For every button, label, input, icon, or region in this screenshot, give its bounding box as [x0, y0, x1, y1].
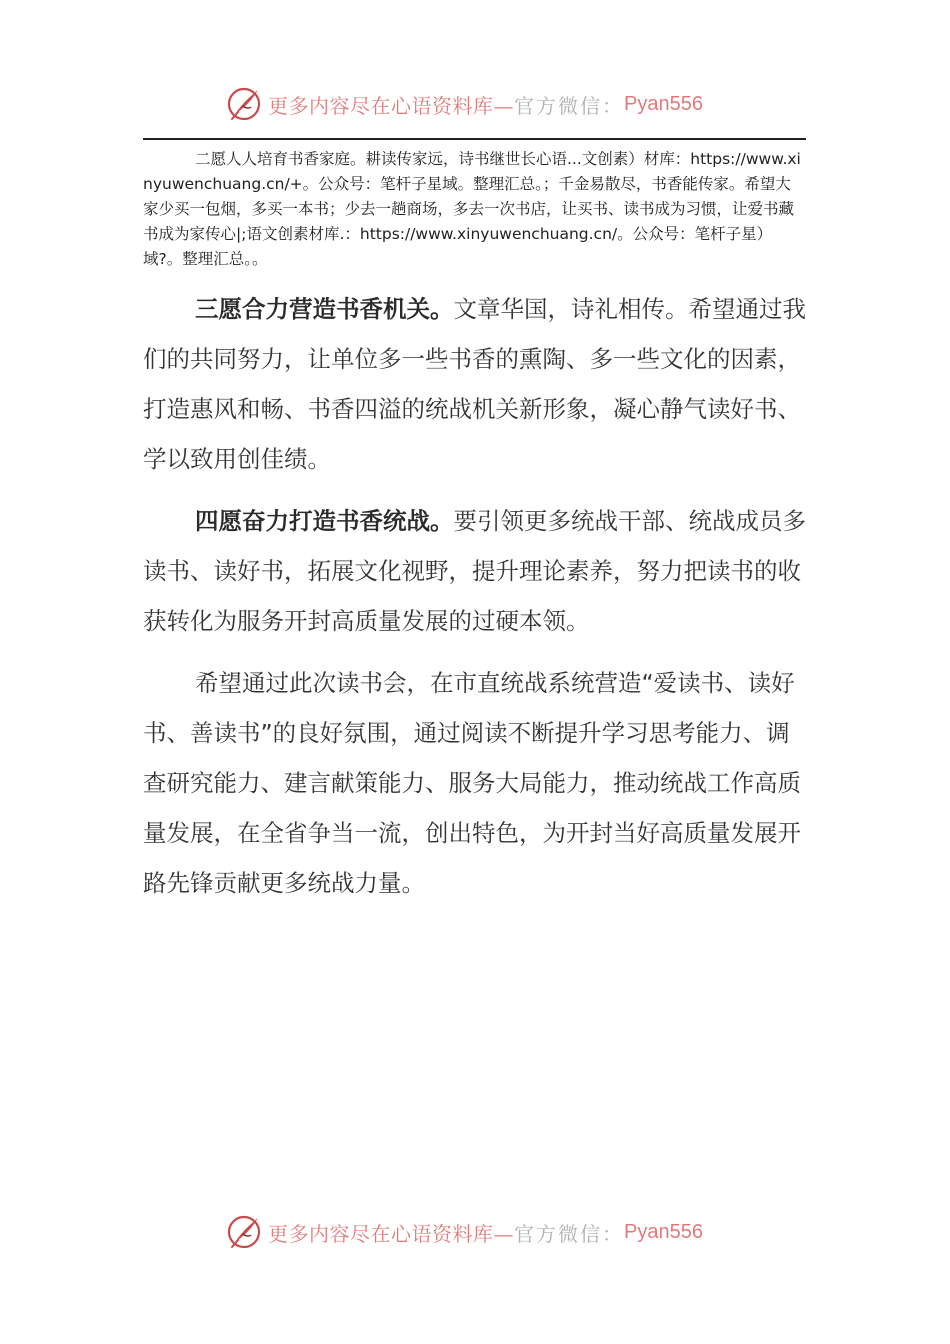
document-body — [143, 284, 806, 920]
quill-pen-logo-icon — [226, 86, 262, 122]
quill-pen-logo-icon — [226, 1214, 262, 1250]
banner-wechat-label: 官方微信： — [514, 93, 624, 118]
banner-site-text: 更多内容尽在心语资料库— — [268, 93, 514, 118]
footer-wechat-label: 官方微信： — [514, 1221, 624, 1246]
header-divider — [143, 138, 806, 140]
paragraph-three — [143, 284, 806, 484]
footer-site-text: 更多内容尽在心语资料库— — [268, 1221, 514, 1246]
header-banner — [226, 84, 726, 124]
banner-wechat-id: Pyan556 — [624, 92, 703, 115]
footer-banner — [226, 1212, 726, 1252]
paragraph-three-body: 文章华国，诗礼相传。希望通过我们的共同努力，让单位多一些书香的熏陶、多一些文化的因素，打造惠风和畅、书香四溢的统战机关新形象，凝心静气读好书、学以致用创佳绩。 — [143, 295, 806, 473]
small-intro-paragraph: 二愿人人培育书香家庭。耕读传家远，诗书继世长心语...文创素）材库：https://www.xinyuwenchuang.cn/+。公众号：笔杆子星域。整理汇总。；千金易散尽，书香能传家。希望大家少买一包烟，多买一本书；少去一趟商场，多去一次书店，让买书、读书成为习惯，让爱书藏书成为家传心|;语文创素材库.：https://www.xinyuwenchuang.cn/。公众号：笔杆子星）域?。整理汇总。。 — [143, 150, 801, 268]
paragraph-three-lead: 三愿合力营造书香机关。 — [195, 295, 454, 323]
paragraph-closing-body: 希望通过此次读书会，在市直统战系统营造“爱读书、读好书、善读书”的良好氛围，通过阅读不断提升学习思考能力、调查研究能力、建言献策能力、服务大局能力，推动统战工作高质量发展，在全省争当一流，创出特色，为开封当好高质量发展开路先锋贡献更多统战力量。 — [143, 669, 801, 897]
paragraph-closing — [143, 658, 806, 908]
paragraph-four — [143, 496, 806, 646]
paragraph-four-lead: 四愿奋力打造书香统战。 — [195, 507, 454, 535]
footer-wechat-id: Pyan556 — [624, 1220, 703, 1243]
paragraph-four-body: 要引领更多统战干部、统战成员多读书、读好书，拓展文化视野，提升理论素养，努力把读书的收获转化为服务开封高质量发展的过硬本领。 — [143, 507, 806, 635]
